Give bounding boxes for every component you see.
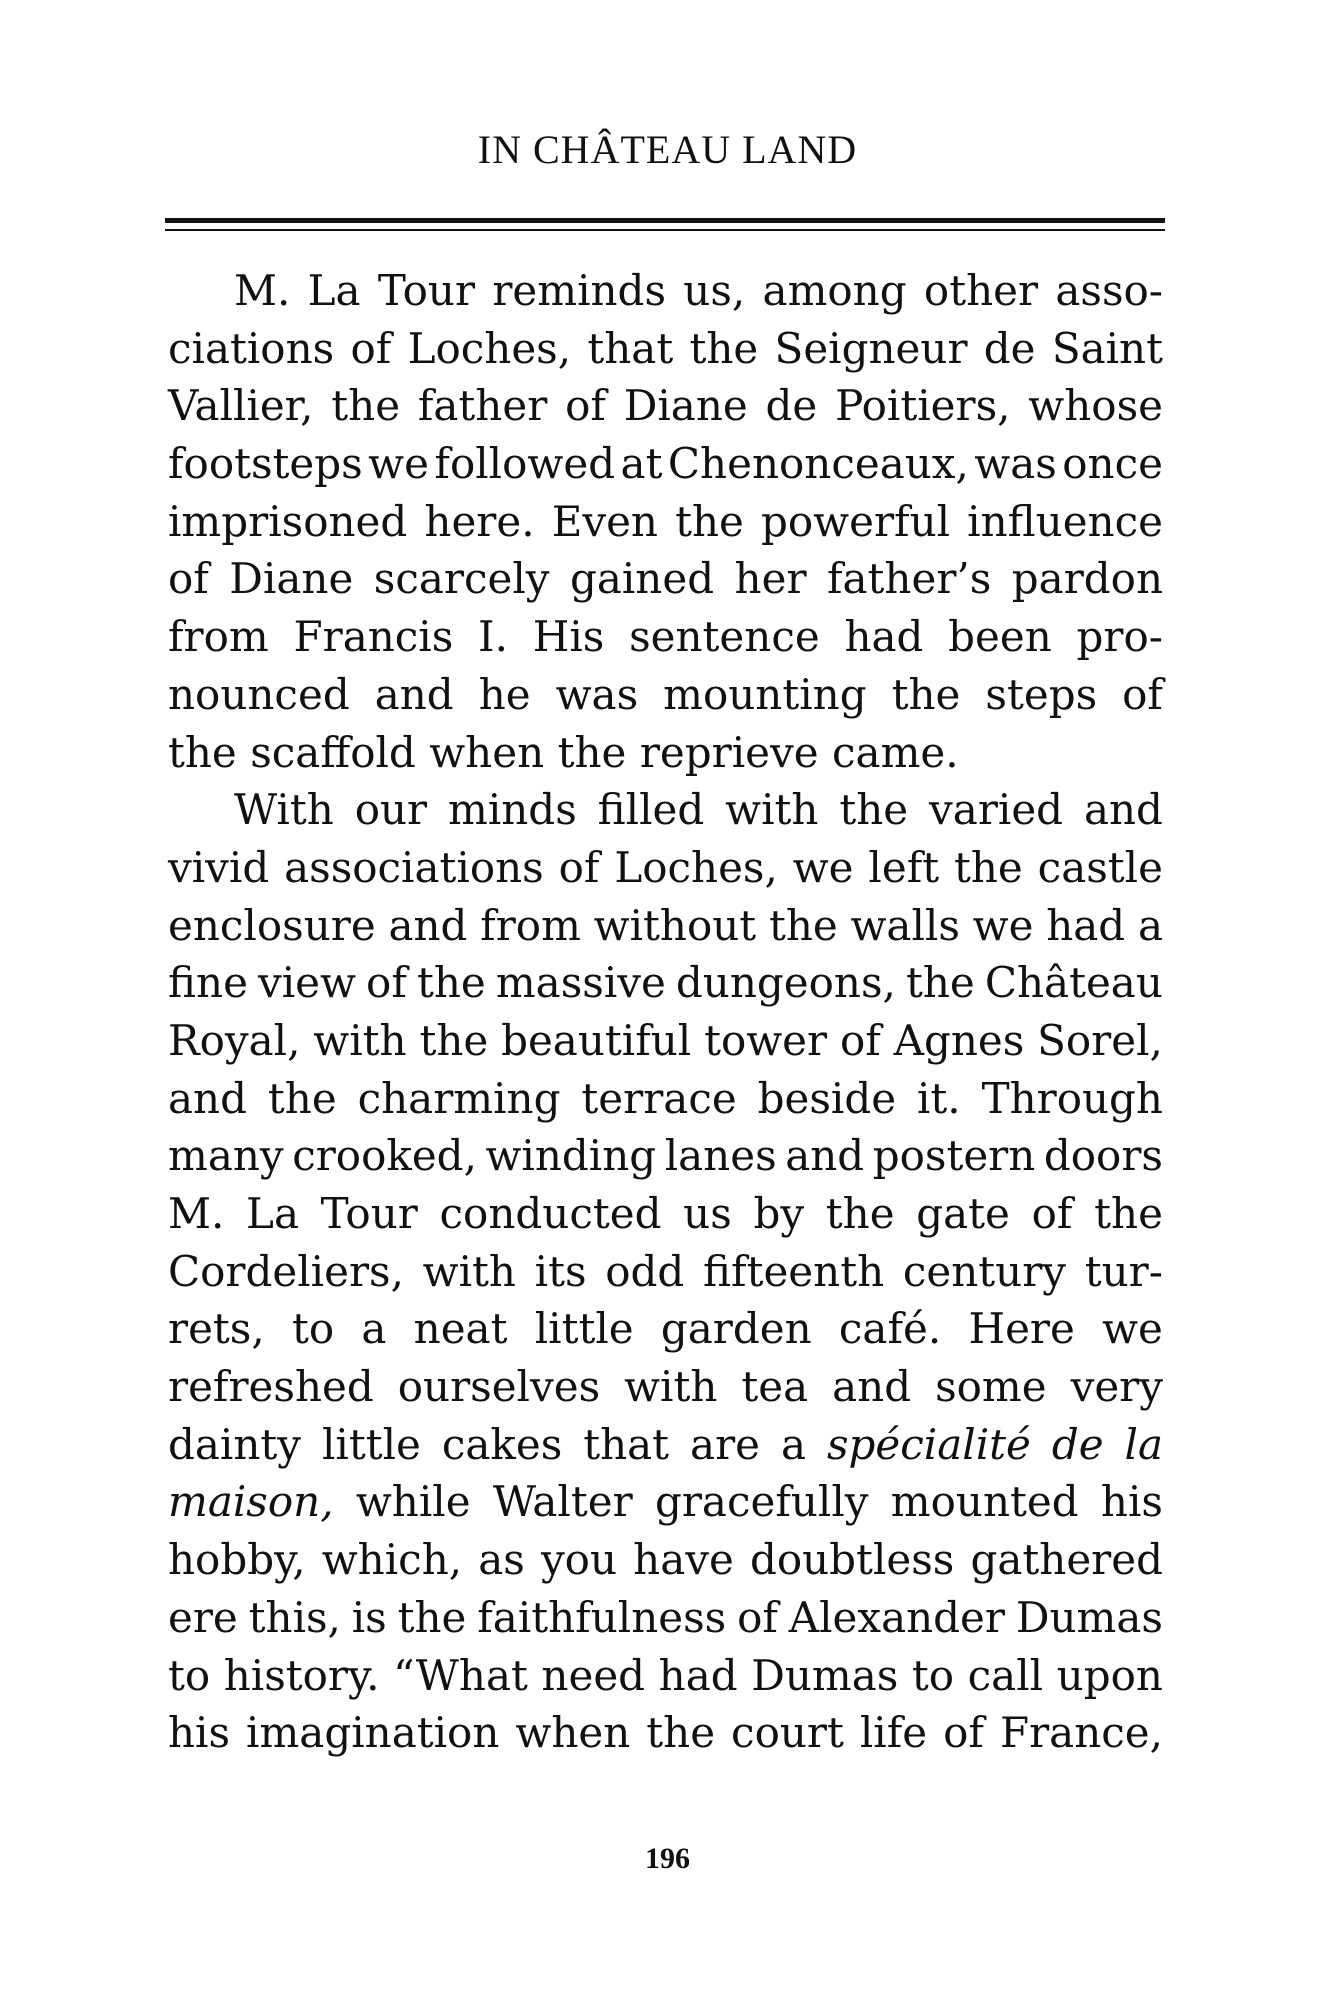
word: that (587, 323, 674, 373)
header-rule-thin (165, 229, 1165, 231)
word: sentence (629, 612, 820, 662)
word: influence (967, 496, 1163, 546)
text-line (168, 1358, 1163, 1416)
word: Walter (492, 1477, 633, 1527)
word: gate (916, 1189, 1010, 1238)
word: steps (985, 669, 1098, 719)
word: the (331, 381, 401, 431)
word: the (557, 727, 627, 777)
word: left (868, 842, 940, 892)
text-line (168, 608, 1163, 666)
word: we (368, 439, 429, 489)
text-line (168, 724, 1163, 782)
word: and (1083, 785, 1163, 835)
word: cakes (441, 1419, 563, 1469)
word: varied (929, 785, 1064, 835)
word: beside (757, 1073, 897, 1123)
word: when (429, 727, 545, 777)
word: gathered (970, 1535, 1163, 1585)
word: postern (872, 1131, 1036, 1181)
word: faithfulness (477, 1592, 727, 1642)
word: imagination (246, 1708, 500, 1758)
word: gained (569, 554, 715, 604)
word: doors (1043, 1131, 1163, 1181)
word: call (967, 1650, 1044, 1700)
word: the (267, 1073, 337, 1123)
word: his (1100, 1477, 1163, 1527)
word: father’s (826, 554, 992, 604)
word: the (839, 785, 909, 835)
word: His (532, 612, 605, 662)
word: little (534, 1304, 634, 1354)
word: With (234, 785, 334, 835)
word: minds (448, 785, 577, 835)
word: scarcely (373, 554, 550, 604)
word: history. (223, 1650, 380, 1700)
word: Francis (293, 612, 454, 662)
text-line (168, 954, 1163, 1012)
word: the (1094, 1189, 1163, 1238)
word: other (923, 266, 1039, 315)
text-line (168, 1127, 1163, 1185)
word: Tour (377, 266, 476, 315)
word: need (541, 1650, 646, 1700)
word: charming (357, 1073, 561, 1123)
word: the (675, 496, 744, 546)
word: Dumas (1015, 1592, 1163, 1642)
word: Vallier, (168, 381, 314, 431)
word: of (943, 1708, 984, 1758)
word: a (780, 1419, 807, 1469)
word: of (350, 323, 392, 373)
word: M. (168, 1189, 225, 1238)
word: fine (168, 958, 248, 1008)
word: and (785, 1131, 865, 1181)
word: Seigneur (774, 323, 968, 373)
word: ere (168, 1592, 238, 1642)
word: Chenonceaux, (667, 439, 969, 489)
word: massive (495, 958, 666, 1008)
word: of (366, 958, 407, 1008)
text-line (168, 1589, 1163, 1647)
word: among (762, 266, 907, 315)
word: father (417, 381, 548, 431)
running-head: IN CHÂTEAU LAND (477, 127, 858, 172)
text-line (168, 1300, 1163, 1358)
word: mounting (663, 669, 867, 719)
text-line (168, 550, 1163, 608)
word: spécialité (826, 1419, 1031, 1469)
header-rule-thick (165, 218, 1165, 223)
word: court (731, 1708, 844, 1758)
word: crooked, (292, 1131, 477, 1181)
word: with (313, 1015, 407, 1065)
word: associations (284, 842, 544, 892)
text-line (168, 262, 1163, 320)
word: the (416, 958, 486, 1008)
word: his (168, 1708, 231, 1758)
word: ourselves (397, 1362, 601, 1412)
word: footsteps (168, 439, 363, 489)
word: asso- (1055, 266, 1163, 315)
word: Sorel, (1037, 1015, 1163, 1065)
word: the (825, 1189, 895, 1238)
word: it. (916, 1073, 961, 1123)
word: very (1070, 1362, 1163, 1412)
word: tur- (1084, 1246, 1163, 1296)
word: our (354, 785, 428, 835)
text-line (168, 493, 1163, 551)
word: is (351, 1592, 387, 1642)
word: of (737, 1592, 778, 1642)
text-line (168, 320, 1163, 378)
word: fifteenth (703, 1246, 885, 1296)
word: powerful (760, 496, 951, 546)
word: was (555, 669, 639, 719)
word: walls (850, 900, 960, 950)
word: life (859, 1708, 928, 1758)
word: many (168, 1131, 284, 1181)
word: Agnes (893, 1015, 1025, 1065)
word: Château (984, 958, 1163, 1008)
word: we (972, 900, 1034, 950)
text-line (168, 1012, 1163, 1070)
word: little (321, 1419, 421, 1469)
word: a (1137, 900, 1163, 950)
word: Even (551, 496, 658, 546)
word: of (1031, 1189, 1073, 1238)
word: the (646, 1708, 716, 1758)
word: Through (981, 1073, 1163, 1123)
word: conducted (439, 1189, 662, 1238)
word: “What (393, 1650, 528, 1700)
word: castle (1037, 842, 1163, 892)
word: we (1102, 1304, 1163, 1354)
word: the (768, 900, 838, 950)
word: Tour (320, 1189, 418, 1238)
word: view (258, 958, 356, 1008)
word: la (1124, 1419, 1163, 1469)
word: from (480, 900, 581, 950)
text-line (168, 1647, 1163, 1705)
word: from (168, 612, 269, 662)
word: tea (741, 1362, 809, 1412)
word: which, (321, 1535, 463, 1585)
word: de (765, 381, 818, 431)
text-line (168, 1070, 1163, 1128)
word: upon (1056, 1650, 1163, 1700)
word: Diane (623, 381, 748, 431)
word: gracefully (654, 1477, 869, 1527)
word: are (690, 1419, 761, 1469)
word: that (583, 1419, 670, 1469)
word: La (246, 1189, 299, 1238)
word: hobby, (168, 1535, 306, 1585)
word: terrace (581, 1073, 737, 1123)
word: beautiful (501, 1015, 692, 1065)
word: of (1122, 669, 1163, 719)
text-line (168, 1243, 1163, 1301)
word: came. (832, 727, 959, 777)
word: us (683, 1189, 732, 1238)
word: the (419, 1015, 489, 1065)
word: when (515, 1708, 631, 1758)
word: had (844, 612, 924, 662)
word: dainty (168, 1419, 302, 1469)
word: Poitiers, (835, 381, 1011, 431)
word: of (839, 1015, 881, 1065)
text-line (168, 781, 1163, 839)
word: Here (968, 1304, 1075, 1354)
word: while (355, 1477, 471, 1527)
word: we (792, 842, 854, 892)
word: imprisoned (168, 496, 408, 546)
word: the (689, 323, 759, 373)
word: garden (660, 1304, 812, 1354)
word: France, (999, 1708, 1163, 1758)
word: at (620, 439, 663, 489)
word: maison, (168, 1477, 334, 1527)
word: some (935, 1362, 1047, 1412)
word: had (1046, 900, 1126, 950)
word: and (388, 900, 468, 950)
word: Loches, (614, 842, 778, 892)
word: refreshed (168, 1362, 374, 1412)
text-line (168, 839, 1163, 897)
text-line (168, 1473, 1163, 1531)
word: odd (605, 1246, 685, 1296)
word: Loches, (407, 323, 572, 373)
word: Diane (229, 554, 354, 604)
word: and (832, 1362, 912, 1412)
word: and (374, 669, 454, 719)
word: reminds (492, 266, 666, 315)
word: café. (838, 1304, 942, 1354)
word: with (725, 785, 819, 835)
word: to (168, 1650, 211, 1700)
word: pro- (1076, 612, 1163, 662)
word: he (478, 669, 531, 719)
word: us, (683, 266, 746, 315)
word: Saint (1051, 323, 1163, 373)
word: the (954, 842, 1023, 892)
word: M. (234, 266, 291, 315)
word: de (1051, 1419, 1104, 1469)
word: century (902, 1246, 1067, 1296)
word: her (734, 554, 807, 604)
word: of (565, 381, 606, 431)
word: with (422, 1246, 516, 1296)
text-line (168, 897, 1163, 955)
word: once (1062, 439, 1163, 489)
text-line (168, 1416, 1163, 1474)
word: by (753, 1189, 805, 1238)
word: have (633, 1535, 734, 1585)
word: a (361, 1304, 387, 1354)
word: the (397, 1592, 467, 1642)
word: of (558, 842, 600, 892)
word: neat (413, 1304, 508, 1354)
word: whose (1028, 381, 1163, 431)
text-line (168, 1531, 1163, 1589)
word: the (905, 958, 975, 1008)
word: its (534, 1246, 587, 1296)
word: the (891, 669, 961, 719)
word: of (168, 554, 209, 604)
body-text (168, 262, 1163, 1762)
word: was (974, 439, 1057, 489)
word: Royal, (168, 1015, 301, 1065)
text-line (168, 1185, 1163, 1243)
word: winding (485, 1131, 657, 1181)
word: mounted (890, 1477, 1079, 1527)
word: scaffold (250, 727, 416, 777)
word: been (948, 612, 1052, 662)
text-line (168, 666, 1163, 724)
word: to (291, 1304, 335, 1354)
word: ciations (168, 323, 335, 373)
word: and (168, 1073, 247, 1123)
word: the (168, 727, 237, 777)
word: enclosure (168, 900, 376, 950)
word: de (983, 323, 1036, 373)
word: I. (478, 612, 508, 662)
word: lanes (664, 1131, 777, 1181)
page-number: 196 (645, 1842, 690, 1875)
word: with (624, 1362, 718, 1412)
word: reprieve (639, 727, 819, 777)
text-line (168, 435, 1163, 493)
word: rets, (168, 1304, 265, 1354)
text-line (168, 377, 1163, 435)
text-line (168, 1704, 1163, 1762)
word: without (593, 900, 757, 950)
word: La (307, 266, 361, 315)
word: pardon (1011, 554, 1163, 604)
word: doubtless (749, 1535, 955, 1585)
word: you (540, 1535, 618, 1585)
word: tower (704, 1015, 828, 1065)
word: Dumas (751, 1650, 899, 1700)
word: Cordeliers, (168, 1246, 404, 1296)
word: to (911, 1650, 955, 1700)
word: here. (424, 496, 535, 546)
word: followed (434, 439, 616, 489)
word: vivid (168, 842, 270, 892)
word: filled (597, 785, 705, 835)
word: this, (248, 1592, 341, 1642)
word: nounced (168, 669, 350, 719)
word: had (658, 1650, 738, 1700)
word: Alexander (788, 1592, 1005, 1642)
word: dungeons, (675, 958, 896, 1008)
word: as (478, 1535, 525, 1585)
